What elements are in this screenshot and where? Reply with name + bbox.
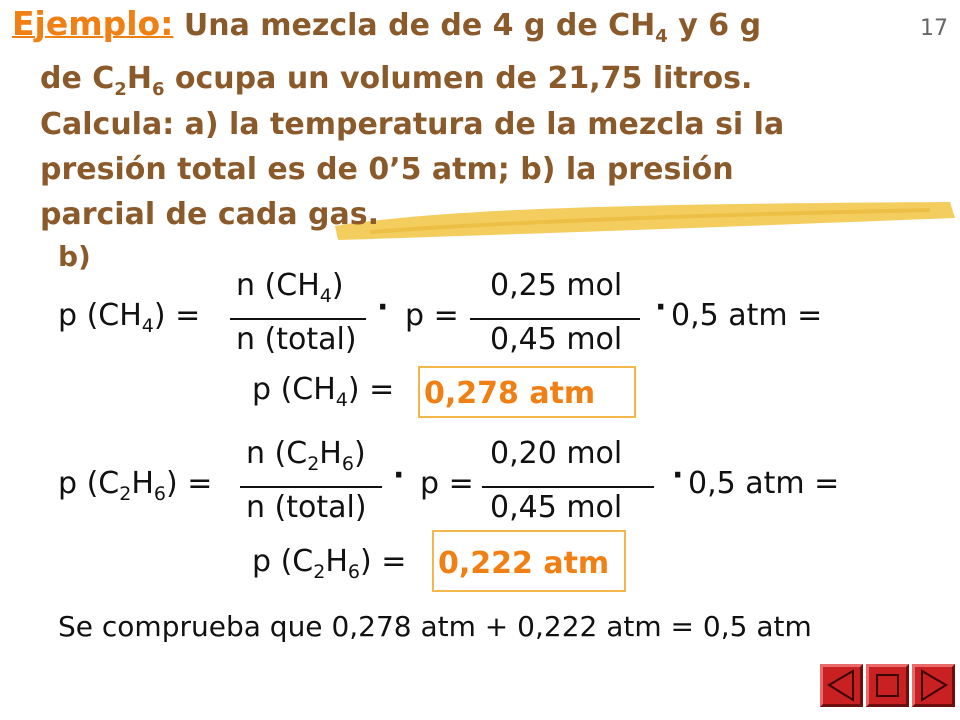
heading-line-2: de $C_2H_6$ ocupa un volumen de 21,75 litros.: [40, 61, 753, 100]
ch4-fraction-denominator: n (total): [236, 322, 357, 357]
forward-button[interactable]: [912, 664, 955, 707]
c2h6-result-lhs: p $(C_2H_6)$ =: [252, 544, 407, 583]
c2h6-p-equals: p =: [420, 466, 474, 501]
c2h6-fraction-denominator: n (total): [246, 490, 367, 525]
triangle-left-icon: [823, 667, 860, 704]
ch4-lhs: p $(CH_4)$ =: [58, 298, 201, 337]
back-button[interactable]: [820, 664, 863, 707]
ch4-pressure-total: 0,5 atm =: [671, 298, 823, 333]
verification-text: Se comprueba que 0,278 atm + 0,222 atm = 0,5 atm: [58, 610, 812, 643]
c2h6-fraction-numerator: n $(C_2H_6)$: [246, 436, 366, 475]
ch4-fraction-numerator: n $(CH_4)$: [236, 268, 344, 307]
c2h6-dot-1: ·: [393, 458, 405, 493]
ch4-dot-1: ·: [377, 290, 389, 325]
highlighter-stroke: [330, 196, 960, 246]
ch4-dot-2: ·: [655, 290, 667, 325]
c2h6-result-value: 0,222 atm: [438, 546, 610, 581]
slide-number: 17: [920, 16, 948, 41]
example-label: Ejemplo:: [12, 4, 174, 43]
c2h6-lhs: p $(C_2H_6)$ =: [58, 466, 213, 505]
c2h6-moles-numerator: 0,20 mol: [490, 436, 623, 471]
c2h6-moles-denominator: 0,45 mol: [490, 490, 623, 525]
heading-line-3: Calcula: a) la temperatura de la mezcla si la: [40, 107, 785, 142]
ch4-p-equals: p =: [405, 298, 459, 333]
c2h6-fraction-line: [240, 486, 382, 488]
square-icon: [869, 667, 906, 704]
c2h6-pressure-total: 0,5 atm =: [688, 466, 840, 501]
ch4-moles-numerator: 0,25 mol: [490, 268, 623, 303]
c2h6-dot-2: ·: [672, 458, 684, 493]
part-label: b): [58, 240, 91, 273]
ch4-fraction-line: [230, 318, 366, 320]
heading-line-5: parcial de cada gas.: [40, 197, 379, 232]
ch4-moles-line: [470, 318, 640, 320]
ch4-result-value: 0,278 atm: [424, 376, 596, 411]
heading-line-4: presión total es de 0’5 atm; b) la presión: [40, 152, 734, 187]
slide-heading: Ejemplo: Una mezcla de de 4 g de $CH_4$ y 6 g: [12, 4, 762, 47]
ch4-moles-denominator: 0,45 mol: [490, 322, 623, 357]
triangle-right-icon: [915, 667, 952, 704]
home-button[interactable]: [866, 664, 909, 707]
ch4-result-lhs: p $(CH_4)$ =: [252, 372, 395, 411]
c2h6-moles-line: [482, 486, 654, 488]
